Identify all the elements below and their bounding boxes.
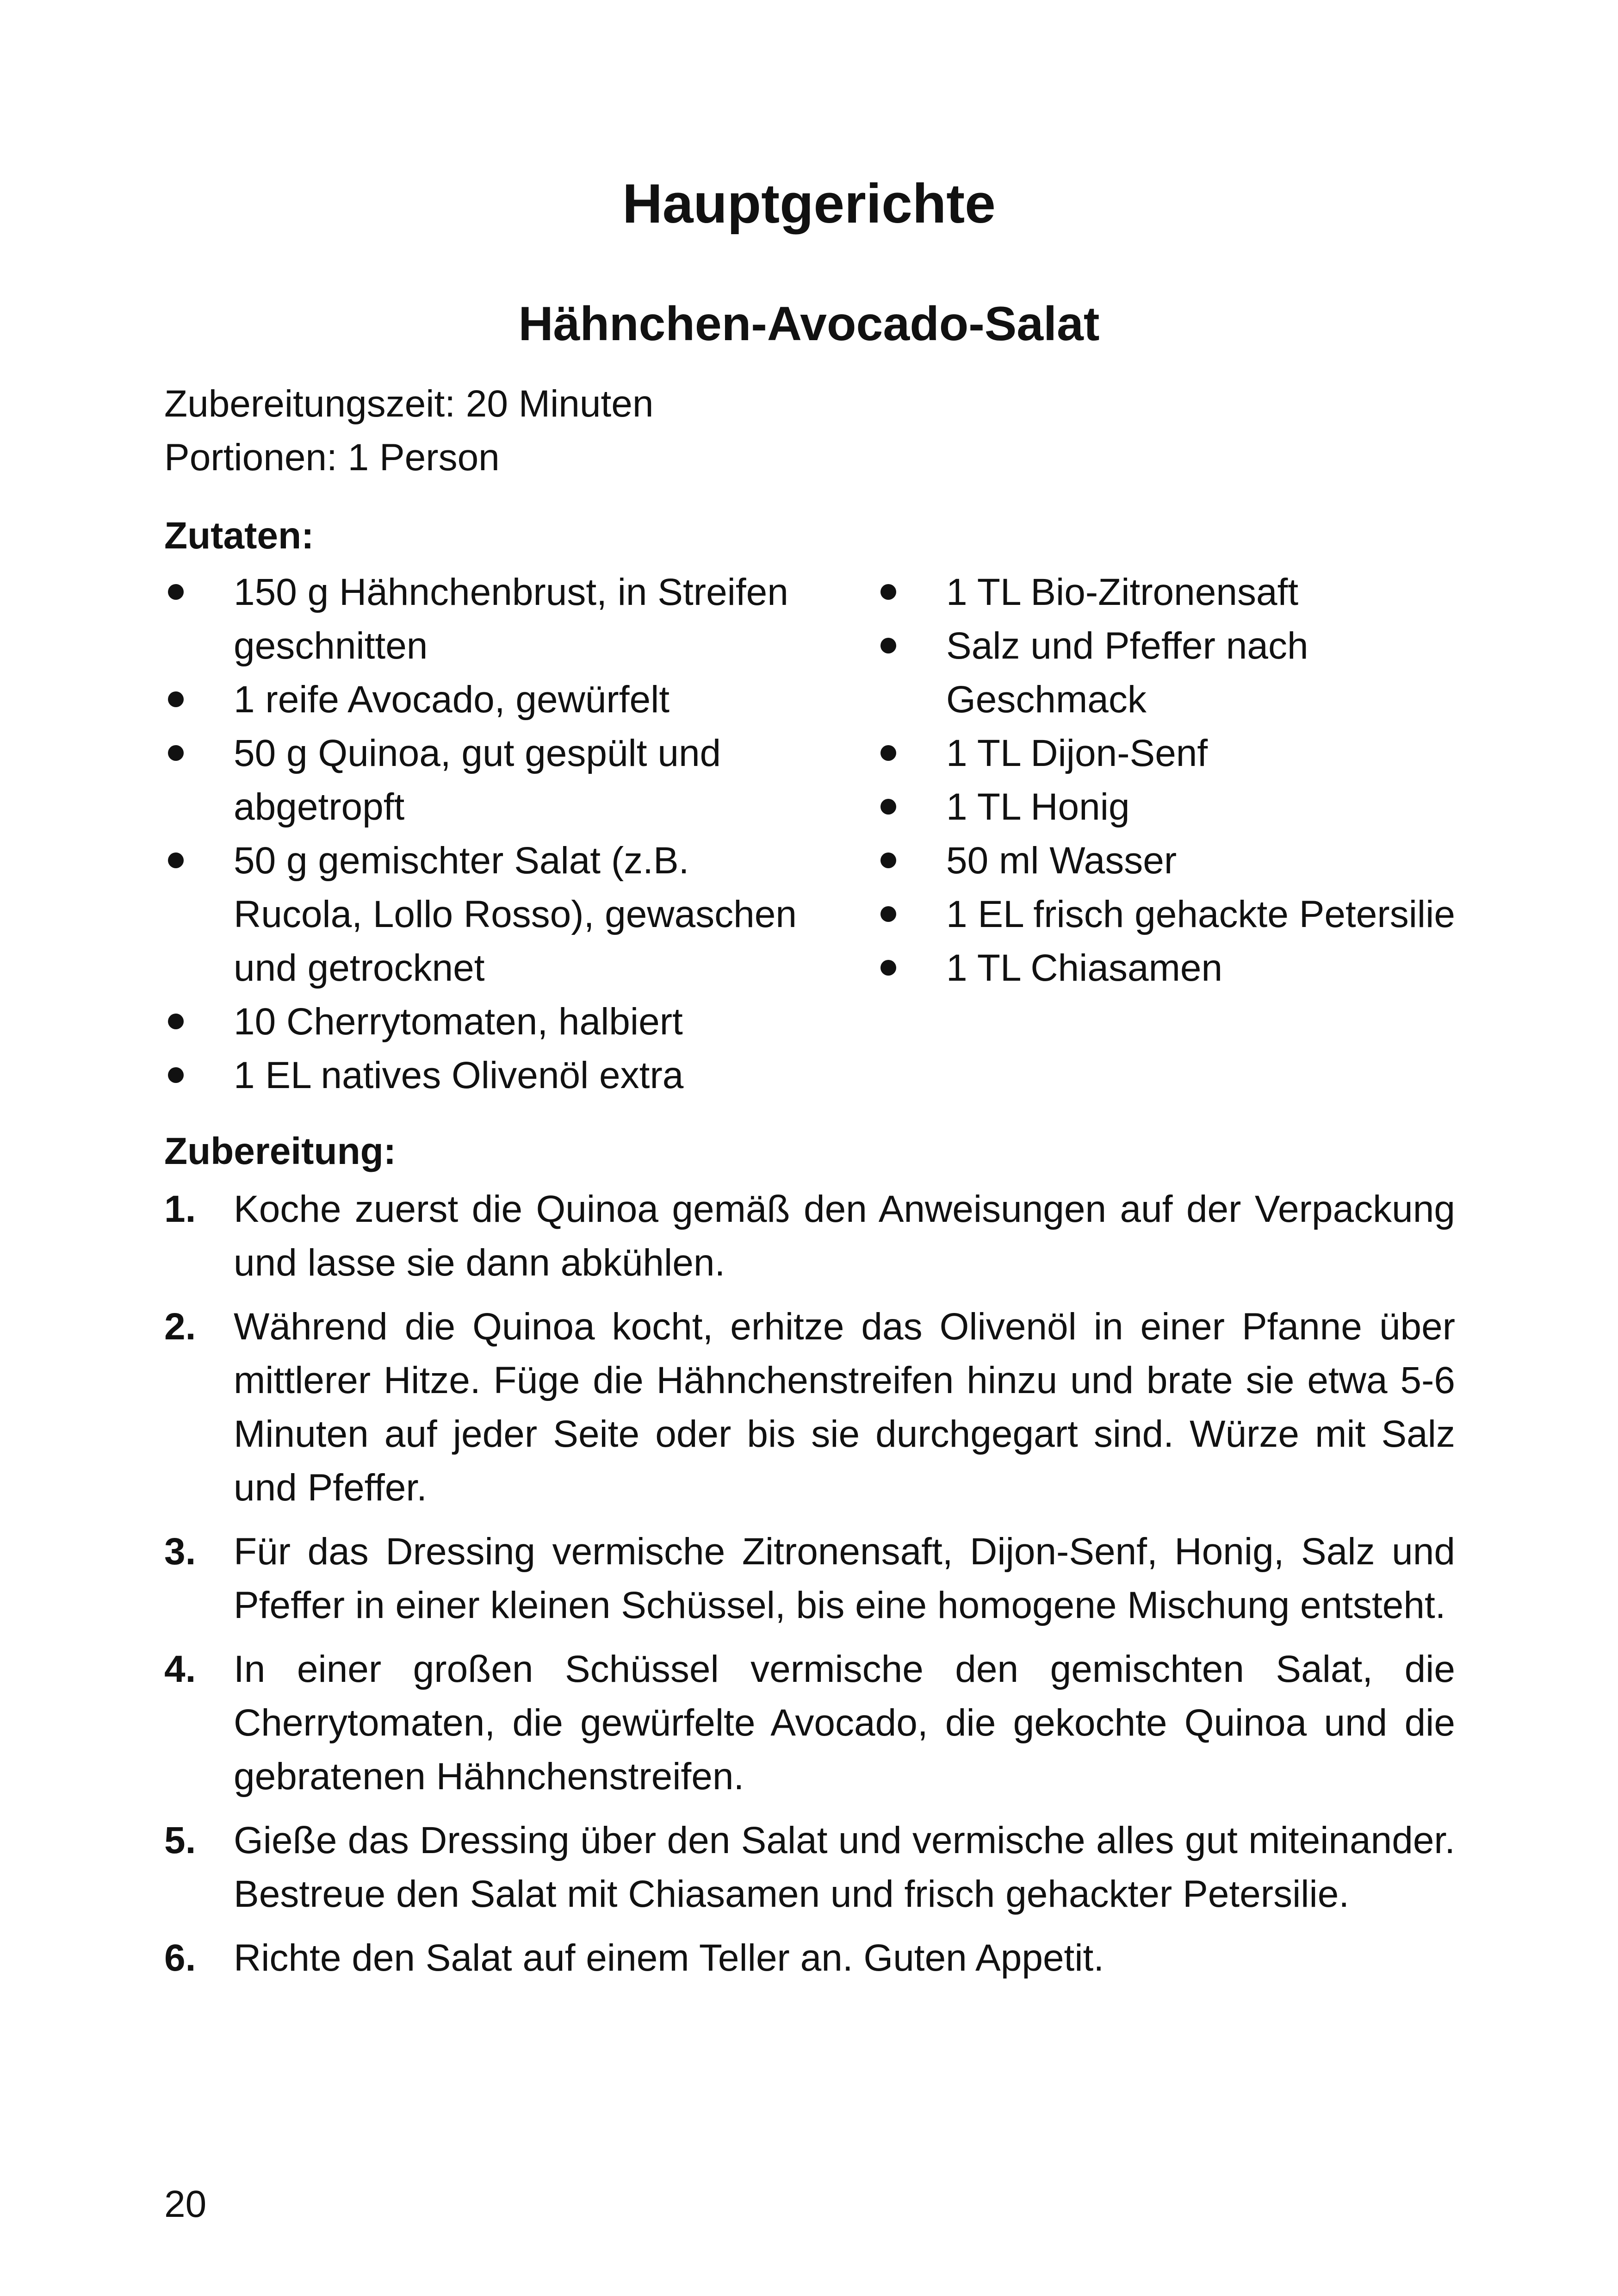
ingredient-item	[877, 727, 1478, 780]
ingredient-text: 1 TL Honig	[946, 786, 1130, 828]
step-text: Während die Quinoa kocht, erhitze das Olivenöl in einer Pfanne über mittlerer Hitze. Füge die Hähnchenstreifen hinzu und brate sie etwa 5-6 Minuten auf jeder Seite oder bis sie durchgegart sind. Würze mit Salz und Pfeffer.	[234, 1306, 1455, 1509]
ingredients-heading: Zutaten:	[164, 515, 314, 557]
step-number: 4.	[164, 1648, 196, 1690]
bullet-icon	[168, 691, 184, 707]
ingredient-text: 1 TL Dijon-Senf	[946, 732, 1208, 774]
ingredient-item	[164, 727, 803, 834]
ingredient-text: 150 g Hähnchenbrust, in Streifen geschnitten	[234, 571, 788, 667]
ingredient-text: Salz und Pfeffer nach Geschmack	[946, 625, 1308, 721]
ingredients-list-left	[164, 566, 803, 1102]
bullet-icon	[168, 1067, 184, 1083]
ingredient-text: 1 TL Bio-Zitronensaft	[946, 571, 1299, 613]
ingredient-item	[877, 888, 1478, 941]
step-item	[164, 1643, 1455, 1804]
ingredient-item	[164, 995, 803, 1049]
ingredient-text: 1 EL frisch gehackte Petersilie	[946, 893, 1455, 935]
step-item	[164, 1931, 1455, 1985]
preparation-heading: Zubereitung:	[164, 1130, 397, 1172]
step-number: 3.	[164, 1531, 196, 1573]
chapter-title: Hauptgerichte	[622, 173, 996, 235]
step-number: 5.	[164, 1819, 196, 1861]
bullet-icon	[168, 852, 184, 868]
ingredient-text: 1 EL natives Olivenöl extra	[234, 1054, 684, 1096]
bullet-icon	[880, 906, 896, 922]
bullet-icon	[880, 852, 896, 868]
step-number: 6.	[164, 1937, 196, 1979]
step-number: 2.	[164, 1306, 196, 1348]
ingredient-item	[877, 619, 1478, 727]
page-number: 20	[164, 2183, 207, 2225]
bullet-icon	[168, 584, 184, 600]
ingredient-item	[877, 834, 1478, 888]
ingredient-text: 50 ml Wasser	[946, 840, 1177, 882]
ingredients-list-right	[877, 566, 1478, 995]
ingredient-text: 1 TL Chiasamen	[946, 947, 1223, 989]
preparation-steps	[164, 1182, 1455, 1995]
step-text: Koche zuerst die Quinoa gemäß den Anweisungen auf der Verpackung und lasse sie dann abkühlen.	[234, 1188, 1455, 1284]
step-item	[164, 1814, 1455, 1921]
bullet-icon	[880, 584, 896, 600]
ingredient-text: 50 g gemischter Salat (z.B. Rucola, Lollo Rosso), gewaschen und getrocknet	[234, 840, 797, 989]
ingredient-text: 50 g Quinoa, gut gespült und abgetropft	[234, 732, 721, 828]
step-item	[164, 1525, 1455, 1632]
ingredient-item	[164, 834, 803, 995]
ingredient-item	[164, 566, 803, 673]
step-text: Richte den Salat auf einem Teller an. Guten Appetit.	[234, 1937, 1104, 1979]
servings: Portionen: 1 Person	[164, 436, 500, 479]
ingredient-item	[164, 1049, 803, 1102]
ingredient-item	[877, 780, 1478, 834]
step-number: 1.	[164, 1188, 196, 1230]
bullet-icon	[168, 745, 184, 761]
step-text: In einer großen Schüssel vermische den gemischten Salat, die Cherrytomaten, die gewürfelte Avocado, die gekochte Quinoa und die gebratenen Hähnchenstreifen.	[234, 1648, 1455, 1798]
ingredient-text: 1 reife Avocado, gewürfelt	[234, 678, 670, 721]
bullet-icon	[880, 638, 896, 653]
step-text: Gieße das Dressing über den Salat und vermische alles gut miteinander. Bestreue den Salat mit Chiasamen und frisch gehackter Petersilie.	[234, 1819, 1455, 1915]
recipe-title: Hähnchen-Avocado-Salat	[518, 297, 1100, 351]
step-text: Für das Dressing vermische Zitronensaft, Dijon-Senf, Honig, Salz und Pfeffer in einer kleinen Schüssel, bis eine homogene Mischung entsteht.	[234, 1531, 1455, 1626]
step-item	[164, 1300, 1455, 1515]
bullet-icon	[880, 799, 896, 815]
step-item	[164, 1182, 1455, 1290]
prep-time: Zubereitungszeit: 20 Minuten	[164, 383, 654, 425]
ingredient-item	[877, 566, 1478, 619]
ingredient-text: 10 Cherrytomaten, halbiert	[234, 1001, 683, 1043]
bullet-icon	[880, 960, 896, 976]
bullet-icon	[880, 745, 896, 761]
recipe-meta	[164, 377, 654, 485]
ingredient-item	[164, 673, 803, 727]
bullet-icon	[168, 1014, 184, 1029]
ingredient-item	[877, 941, 1478, 995]
